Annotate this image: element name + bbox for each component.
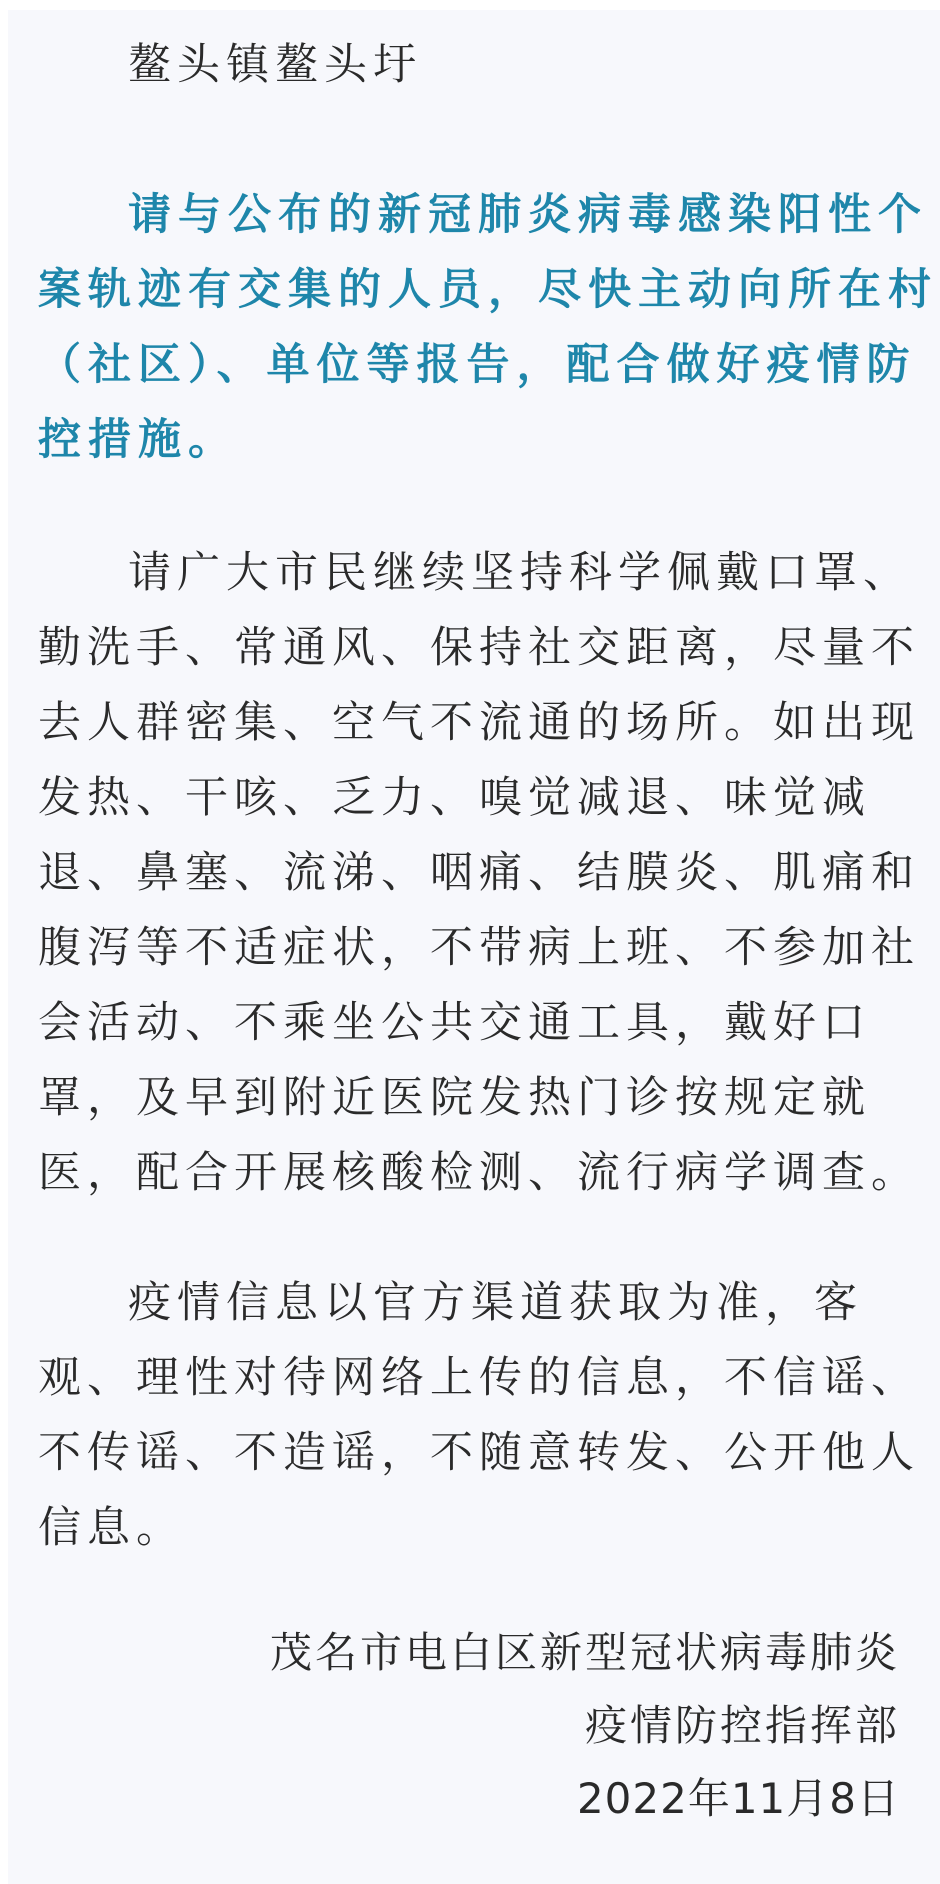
highlight-line: 控措施。 [38, 415, 238, 465]
paragraph-line: 医，配合开展核酸检测、流行病学调查。 [38, 1148, 920, 1198]
paragraph-line: 退、鼻塞、流涕、咽痛、结膜炎、肌痛和 [38, 848, 920, 898]
signature-block [270, 1616, 900, 1835]
left-edge [0, 0, 8, 1884]
signature-org-line-1: 茂名市电白区新型冠状病毒肺炎 [269, 1628, 900, 1677]
paragraph-line: 发热、干咳、乏力、嗅觉减退、味觉减 [38, 773, 871, 823]
signature-date: 2022年11月8日 [576, 1774, 900, 1823]
signature-org-line-2: 疫情防控指挥部 [584, 1701, 900, 1750]
highlight-line: 案轨迹有交集的人员，尽快主动向所在村 [38, 265, 938, 315]
location-line [38, 28, 900, 103]
location-text: 鳌头镇鳌头圩 [128, 40, 422, 90]
paragraph-line: 勤洗手、常通风、保持社交距离，尽量不 [38, 623, 920, 673]
precautions-paragraph [38, 536, 920, 1211]
paragraph-line: 去人群密集、空气不流通的场所。如出现 [38, 698, 920, 748]
paragraph-line: 腹泻等不适症状，不带病上班、不参加社 [38, 923, 920, 973]
top-edge [0, 0, 940, 10]
paragraph-line: 罩，及早到附近医院发热门诊按规定就 [38, 1073, 871, 1123]
highlight-notice [38, 178, 938, 478]
highlight-line: （社区）、单位等报告，配合做好疫情防 [38, 340, 917, 390]
paragraph-line: 疫情信息以官方渠道获取为准，客 [128, 1278, 863, 1328]
paragraph-line: 请广大市民继续坚持科学佩戴口罩、 [128, 548, 912, 598]
paragraph-line: 观、理性对待网络上传的信息，不信谣、 [38, 1353, 920, 1403]
paragraph-line: 会活动、不乘坐公共交通工具，戴好口 [38, 998, 871, 1048]
highlight-line: 请与公布的新冠肺炎病毒感染阳性个 [128, 190, 928, 240]
paragraph-line: 信息。 [38, 1503, 185, 1553]
information-paragraph [38, 1266, 920, 1566]
paragraph-line: 不传谣、不造谣，不随意转发、公开他人 [38, 1428, 920, 1478]
